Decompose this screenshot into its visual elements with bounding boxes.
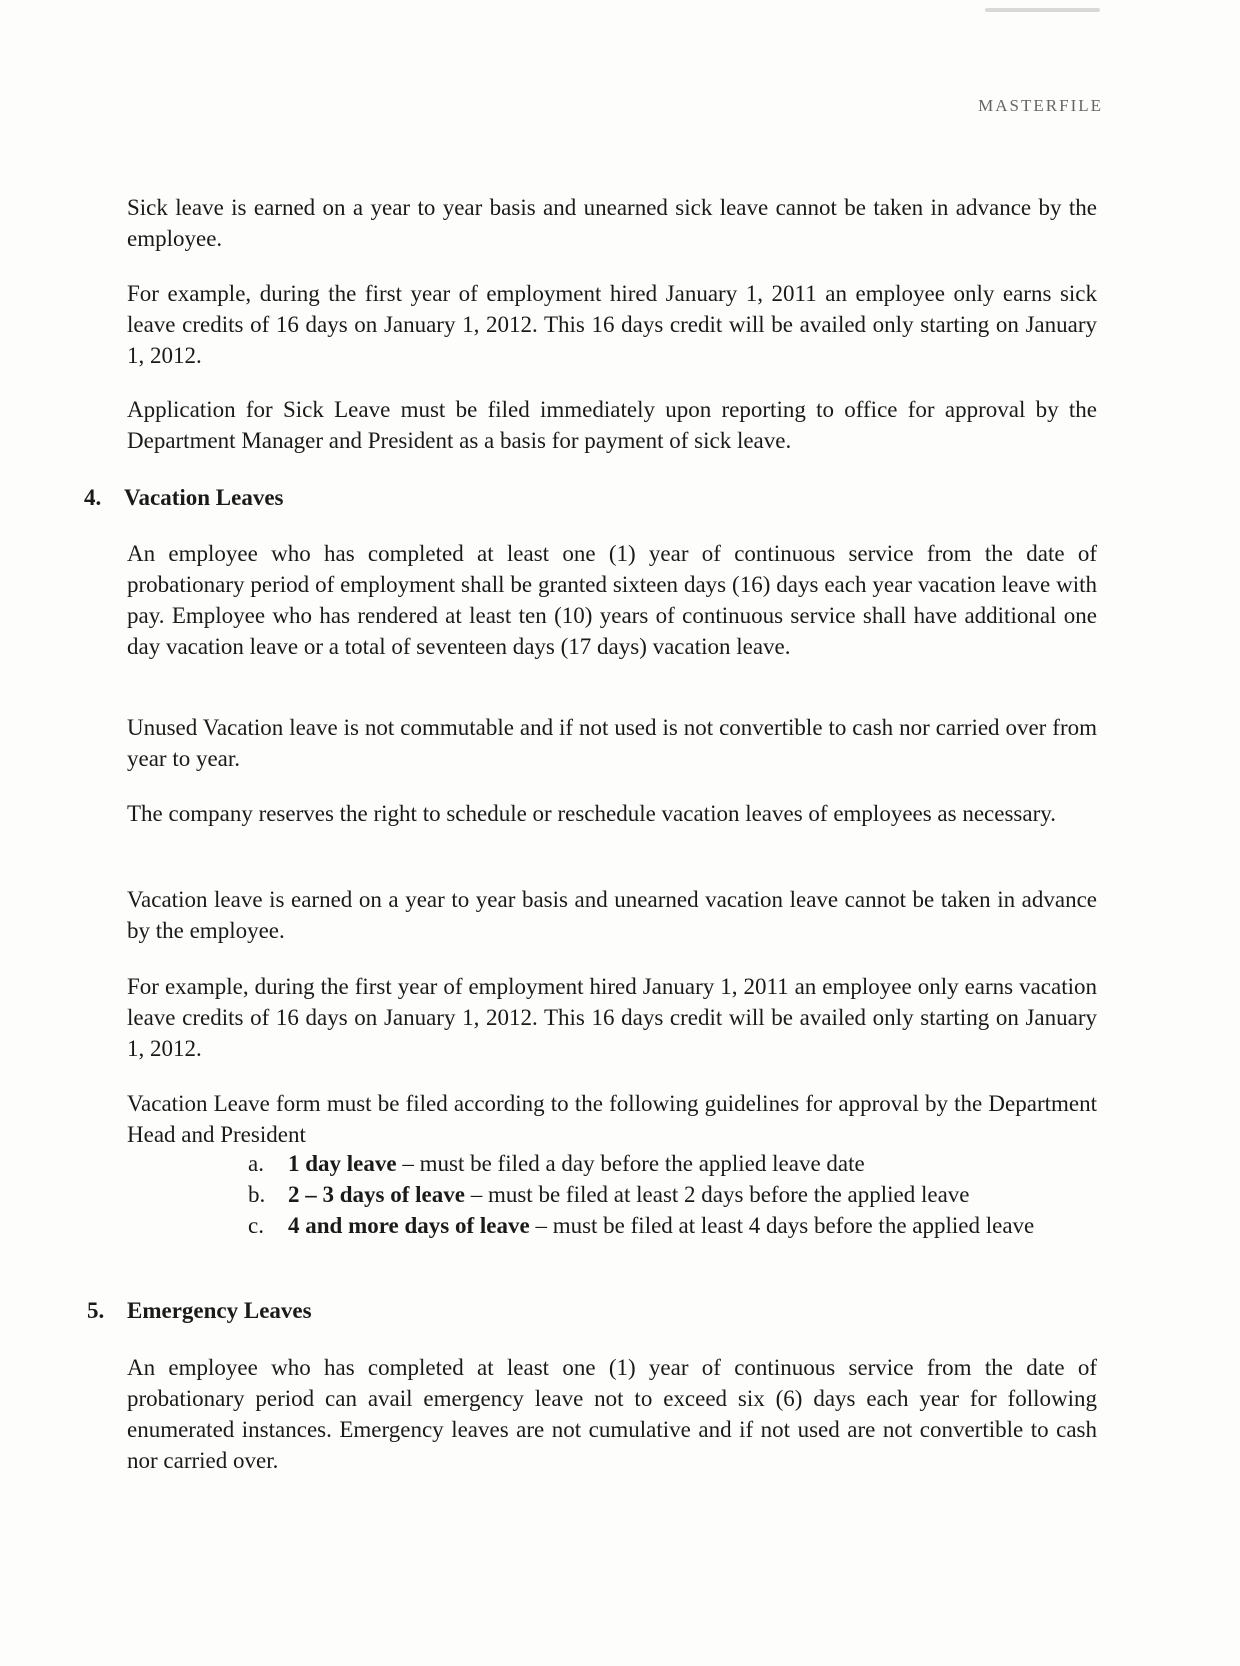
section-title: Vacation Leaves bbox=[124, 485, 284, 510]
guideline-text: – must be filed at least 4 days before the applied leave bbox=[529, 1213, 1035, 1238]
list-letter: c. bbox=[248, 1213, 264, 1238]
scan-artifact bbox=[985, 8, 1100, 12]
list-item bbox=[248, 1210, 1098, 1241]
guideline-term: 2 – 3 days of leave bbox=[288, 1182, 465, 1207]
guideline-text: – must be filed at least 2 days before the applied leave bbox=[464, 1182, 970, 1207]
list-letter: a. bbox=[248, 1151, 264, 1176]
section-number: 5. bbox=[87, 1298, 105, 1323]
list-item bbox=[248, 1148, 1098, 1179]
list-item bbox=[248, 1179, 1098, 1210]
guideline-term: 1 day leave bbox=[288, 1151, 397, 1176]
list-letter: b. bbox=[248, 1182, 266, 1207]
section-4-heading bbox=[84, 482, 284, 513]
emergency-paragraph-1: An employee who has completed at least one (1) year of continuous service from the date of probationary period can avail emergency leave not to exceed six (6) days each year for following enumerated instances. Emergency leaves are not cumulative and if not used are not convertible to cash nor carried over. bbox=[127, 1355, 1097, 1473]
sick-leave-paragraph-1: Sick leave is earned on a year to year basis and unearned sick leave cannot be taken in advance by the employee. bbox=[127, 195, 1097, 251]
section-5-heading bbox=[87, 1295, 312, 1326]
vacation-paragraph-2: Unused Vacation leave is not commutable and if not used is not convertible to cash nor carried over from year to year. bbox=[127, 715, 1097, 771]
vacation-paragraph-5: For example, during the first year of employment hired January 1, 2011 an employee only earns vacation leave credits of 16 days on January 1, 2012. This 16 days credit will be availed only starting on January 1, 2012. bbox=[127, 974, 1097, 1061]
vacation-guidelines-list bbox=[248, 1148, 1098, 1241]
guideline-term: 4 and more days of leave bbox=[288, 1213, 530, 1238]
section-title: Emergency Leaves bbox=[127, 1298, 312, 1323]
vacation-paragraph-6: Vacation Leave form must be filed according to the following guidelines for approval by the Department Head and President bbox=[127, 1091, 1097, 1147]
vacation-paragraph-4: Vacation leave is earned on a year to year basis and unearned vacation leave cannot be taken in advance by the employee. bbox=[127, 887, 1097, 943]
section-number: 4. bbox=[84, 485, 102, 510]
guideline-text: – must be filed a day before the applied leave date bbox=[396, 1151, 865, 1176]
sick-leave-paragraph-3: Application for Sick Leave must be filed immediately upon reporting to office for approval by the Department Manager and President as a basis for payment of sick leave. bbox=[127, 397, 1097, 453]
vacation-paragraph-1: An employee who has completed at least one (1) year of continuous service from the date of probationary period of employment shall be granted sixteen days (16) days each year vacation leave with pay. Employee who has rendered at least ten (10) years of continuous service shall have additional one day vacation leave or a total of seventeen days (17 days) vacation leave. bbox=[127, 541, 1097, 659]
vacation-paragraph-3: The company reserves the right to schedule or reschedule vacation leaves of employees as necessary. bbox=[127, 801, 1056, 826]
masterfile-stamp: MASTERFILE bbox=[978, 96, 1103, 115]
sick-leave-paragraph-2: For example, during the first year of employment hired January 1, 2011 an employee only earns sick leave credits of 16 days on January 1, 2012. This 16 days credit will be availed only starting on January 1, 2012. bbox=[127, 281, 1097, 368]
